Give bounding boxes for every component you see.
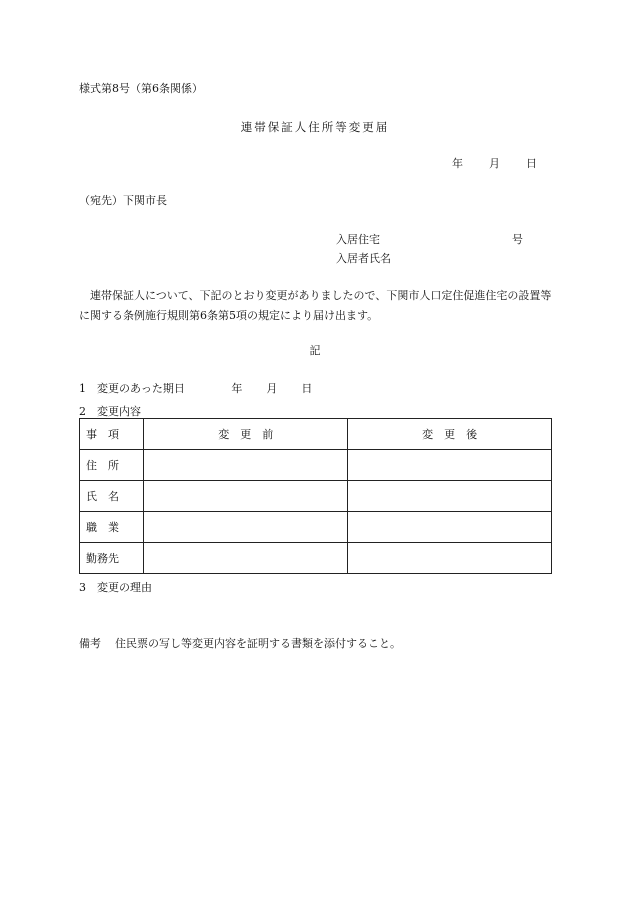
cell-before-workplace[interactable] [144,543,348,574]
addressee: （宛先）下関市長 [79,194,167,207]
row-label-workplace: 勤務先 [80,543,144,574]
cell-before-name[interactable] [144,481,348,512]
date-day: 日 [526,157,537,170]
form-number: 様式第8号（第6条関係） [79,82,203,95]
table-row [80,481,552,512]
item-number: 1 [79,382,86,395]
remarks [79,635,401,651]
record-mark: 記 [309,344,321,357]
tenant-name-row [336,249,526,268]
item-change-content [79,403,141,419]
cell-after-occupation[interactable] [348,512,552,543]
row-label-occupation: 職 業 [80,512,144,543]
change-date-day: 日 [301,382,313,395]
table-row [80,512,552,543]
document-title: 連帯保証人住所等変更届 [240,120,390,134]
residence-suffix: 号 [512,233,523,246]
item-change-date [79,380,312,396]
change-table [79,418,552,574]
cell-before-occupation[interactable] [144,512,348,543]
residence-row [336,230,526,249]
date-year: 年 [452,157,463,170]
cell-after-address[interactable] [348,450,552,481]
body-text: 連帯保証人について、下記のとおり変更がありましたので、下関市人口定住促進住宅の設置等に関する条例施行規則第6条第5項の規定により届け出ます。 [79,289,552,322]
date-month: 月 [489,157,500,170]
applicant-block [336,230,526,268]
header-after: 変 更 後 [348,419,552,450]
header-item: 事 項 [80,419,144,450]
remarks-text: 住民票の写し等変更内容を証明する書類を添付すること。 [115,637,401,650]
change-date-month: 月 [266,382,278,395]
remarks-label: 備考 [79,637,101,650]
item-number: 3 [79,581,86,594]
residence-label: 入居住宅 [336,233,380,246]
row-label-address: 住 所 [80,450,144,481]
submission-date [452,155,537,171]
table-row [80,450,552,481]
change-date-year: 年 [231,382,243,395]
table-row [80,543,552,574]
table-header-row [80,419,552,450]
item-change-reason [79,579,152,595]
header-before: 変 更 前 [144,419,348,450]
change-date-fields [231,380,312,396]
cell-after-workplace[interactable] [348,543,552,574]
item-label: 変更の理由 [97,581,152,594]
item-label: 変更のあった期日 [97,382,185,395]
row-label-name: 氏 名 [80,481,144,512]
item-label: 変更内容 [97,405,141,418]
cell-after-name[interactable] [348,481,552,512]
item-number: 2 [79,405,86,418]
tenant-name-label: 入居者氏名 [336,252,391,265]
cell-before-address[interactable] [144,450,348,481]
